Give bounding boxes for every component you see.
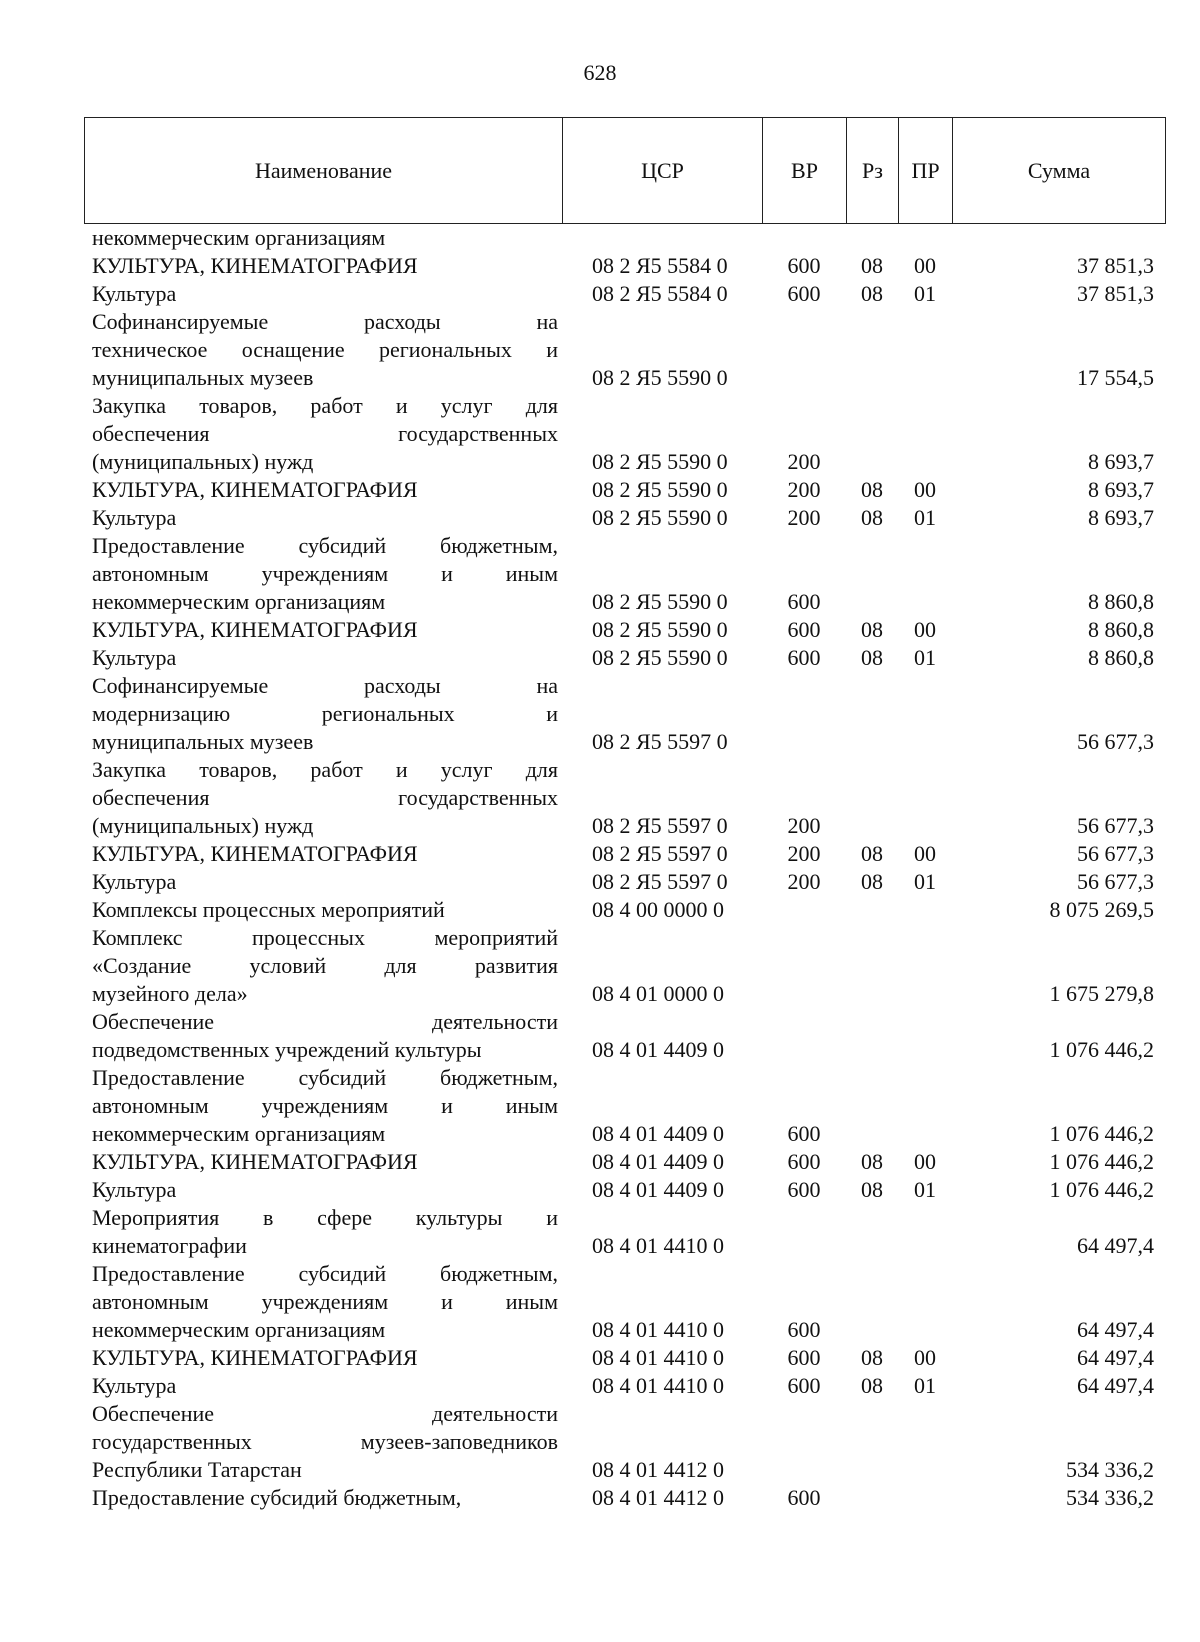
table-row: [84, 504, 1166, 532]
row-sum: 64 497,4: [1077, 1317, 1154, 1342]
row-sum: 1 076 446,2: [1049, 1037, 1154, 1062]
row-csr: 08 2 Я5 5597 0: [592, 729, 728, 754]
row-rz: 08: [861, 1149, 883, 1174]
table-row: [84, 252, 1166, 280]
row-csr: 08 4 01 4409 0: [592, 1121, 724, 1146]
table-row: [84, 1148, 1166, 1176]
row-name-line: Предоставление субсидий бюджетным,: [92, 1065, 558, 1090]
row-pr: 00: [914, 1149, 936, 1174]
row-name-line: КУЛЬТУРА, КИНЕМАТОГРАФИЯ: [92, 617, 418, 642]
row-vr: 600: [787, 1177, 821, 1202]
row-name: [84, 1204, 562, 1260]
row-name-line: государственных музеев-заповедников: [92, 1429, 558, 1454]
row-pr: 00: [914, 841, 936, 866]
row-csr: 08 2 Я5 5597 0: [592, 813, 728, 838]
row-name-line: обеспечения государственных: [92, 785, 558, 810]
row-sum: 56 677,3: [1077, 869, 1154, 894]
row-name: [84, 1148, 562, 1176]
row-rz: 08: [861, 1345, 883, 1370]
row-name: [84, 392, 562, 476]
row-sum: 8 693,7: [1088, 477, 1154, 502]
table-body: [84, 224, 1166, 1512]
row-csr: 08 4 01 4410 0: [592, 1373, 724, 1398]
row-name-line: Мероприятия в сфере культуры и: [92, 1205, 558, 1230]
row-name-line: Предоставление субсидий бюджетным,: [92, 533, 558, 558]
row-name-line: некоммерческим организациям: [92, 1121, 386, 1146]
row-name-line: Комплекс процессных мероприятий: [92, 925, 558, 950]
table-row: [84, 672, 1166, 756]
row-name: [84, 1176, 562, 1204]
row-csr: 08 4 00 0000 0: [592, 897, 724, 922]
row-name: [84, 1484, 562, 1512]
page-number: 628: [583, 60, 617, 85]
row-pr: 00: [914, 253, 936, 278]
table-row: [84, 1484, 1166, 1512]
row-name: [84, 644, 562, 672]
row-name-line: Предоставление субсидий бюджетным,: [92, 1261, 558, 1286]
row-pr: 00: [914, 1345, 936, 1370]
row-name-line: Культура: [92, 869, 177, 894]
row-csr: 08 2 Я5 5590 0: [592, 477, 728, 502]
row-name-line: Культура: [92, 281, 177, 306]
row-name: [84, 1064, 562, 1148]
row-name: [84, 896, 562, 924]
row-csr: 08 2 Я5 5590 0: [592, 449, 728, 474]
row-rz: 08: [861, 1373, 883, 1398]
row-name-line: «Создание условий для развития: [92, 953, 558, 978]
row-csr: 08 2 Я5 5590 0: [592, 589, 728, 614]
row-pr: 00: [914, 477, 936, 502]
table-row: [84, 392, 1166, 476]
row-sum: 1 675 279,8: [1049, 981, 1154, 1006]
row-name: [84, 1344, 562, 1372]
row-name-line: автономным учреждениям и иным: [92, 561, 558, 586]
row-pr: 01: [914, 1177, 936, 1202]
row-csr: 08 4 01 4409 0: [592, 1149, 724, 1174]
row-vr: 600: [787, 1373, 821, 1398]
header-rz: Рз: [847, 118, 899, 223]
row-csr: 08 2 Я5 5597 0: [592, 869, 728, 894]
row-name-line: Обеспечение деятельности: [92, 1401, 558, 1426]
row-vr: 600: [787, 1149, 821, 1174]
row-name-line: Предоставление субсидий бюджетным,: [92, 1485, 462, 1510]
row-name-line: Софинансируемые расходы на: [92, 309, 558, 334]
row-csr: 08 4 01 4409 0: [592, 1037, 724, 1062]
row-sum: 8 075 269,5: [1049, 897, 1154, 922]
row-name-line: КУЛЬТУРА, КИНЕМАТОГРАФИЯ: [92, 1149, 418, 1174]
row-rz: 08: [861, 617, 883, 642]
row-vr: 200: [787, 449, 821, 474]
row-csr: 08 4 01 0000 0: [592, 981, 724, 1006]
row-rz: 08: [861, 869, 883, 894]
table-row: [84, 924, 1166, 1008]
row-name-line: КУЛЬТУРА, КИНЕМАТОГРАФИЯ: [92, 841, 418, 866]
row-sum: 8 860,8: [1088, 589, 1154, 614]
row-sum: 534 336,2: [1066, 1485, 1154, 1510]
header-name: Наименование: [85, 118, 563, 223]
table-row: [84, 644, 1166, 672]
row-name: [84, 280, 562, 308]
table-row: [84, 224, 1166, 252]
row-name: [84, 252, 562, 280]
row-sum: 1 076 446,2: [1049, 1121, 1154, 1146]
row-pr: 00: [914, 617, 936, 642]
row-name: [84, 1260, 562, 1344]
row-csr: 08 2 Я5 5590 0: [592, 645, 728, 670]
row-name-line: некоммерческим организациям: [92, 1317, 386, 1342]
row-name: [84, 532, 562, 616]
table-row: [84, 840, 1166, 868]
row-csr: 08 2 Я5 5597 0: [592, 841, 728, 866]
row-name-line: Комплексы процессных мероприятий: [92, 897, 445, 922]
row-sum: 17 554,5: [1077, 365, 1154, 390]
row-vr: 600: [787, 1317, 821, 1342]
row-name-line: муниципальных музеев: [92, 365, 314, 390]
row-csr: 08 4 01 4410 0: [592, 1317, 724, 1342]
row-name: [84, 672, 562, 756]
row-name-line: Культура: [92, 645, 177, 670]
row-pr: 01: [914, 869, 936, 894]
row-name-line: Культура: [92, 505, 177, 530]
row-csr: 08 4 01 4412 0: [592, 1457, 724, 1482]
row-name: [84, 224, 562, 252]
row-sum: 37 851,3: [1077, 281, 1154, 306]
table-row: [84, 896, 1166, 924]
table-row: [84, 280, 1166, 308]
row-name-line: муниципальных музеев: [92, 729, 314, 754]
table-header: [84, 117, 1166, 224]
table-row: [84, 1008, 1166, 1064]
row-sum: 64 497,4: [1077, 1345, 1154, 1370]
row-name: [84, 840, 562, 868]
row-vr: 600: [787, 617, 821, 642]
row-vr: 600: [787, 281, 821, 306]
row-name-line: автономным учреждениям и иным: [92, 1289, 558, 1314]
table-row: [84, 308, 1166, 392]
row-csr: 08 4 01 4410 0: [592, 1345, 724, 1370]
table-row: [84, 1064, 1166, 1148]
row-sum: 8 860,8: [1088, 617, 1154, 642]
row-rz: 08: [861, 841, 883, 866]
header-sum: Сумма: [1027, 157, 1091, 183]
table-row: [84, 868, 1166, 896]
row-rz: 08: [861, 505, 883, 530]
row-name-line: автономным учреждениям и иным: [92, 1093, 558, 1118]
row-vr: 200: [787, 477, 821, 502]
row-pr: 01: [914, 1373, 936, 1398]
row-sum: 56 677,3: [1077, 841, 1154, 866]
row-name-line: музейного дела»: [92, 981, 248, 1006]
table-row: [84, 1204, 1166, 1260]
row-name: [84, 504, 562, 532]
row-sum: 8 860,8: [1088, 645, 1154, 670]
row-name: [84, 616, 562, 644]
row-sum: 37 851,3: [1077, 253, 1154, 278]
row-pr: 01: [914, 645, 936, 670]
row-name-line: кинематографии: [92, 1233, 247, 1258]
row-csr: 08 2 Я5 5584 0: [592, 253, 728, 278]
table-row: [84, 1260, 1166, 1344]
row-rz: 08: [861, 1177, 883, 1202]
header-pr: ПР: [899, 118, 953, 223]
header-vr: ВР: [763, 118, 847, 223]
row-name: [84, 756, 562, 840]
row-name: [84, 924, 562, 1008]
row-name-line: (муниципальных) нужд: [92, 813, 314, 838]
row-csr: 08 2 Я5 5590 0: [592, 617, 728, 642]
row-rz: 08: [861, 477, 883, 502]
row-name: [84, 1372, 562, 1400]
row-name-line: Обеспечение деятельности: [92, 1009, 558, 1034]
table-row: [84, 1344, 1166, 1372]
row-name-line: Республики Татарстан: [92, 1457, 302, 1482]
row-name-line: подведомственных учреждений культуры: [92, 1037, 482, 1062]
table-row: [84, 616, 1166, 644]
row-vr: 600: [787, 253, 821, 278]
table-row: [84, 476, 1166, 504]
row-name-line: КУЛЬТУРА, КИНЕМАТОГРАФИЯ: [92, 253, 418, 278]
row-rz: 08: [861, 281, 883, 306]
row-csr: 08 4 01 4410 0: [592, 1233, 724, 1258]
row-name-line: некоммерческим организациям: [92, 589, 386, 614]
table-row: [84, 1372, 1166, 1400]
row-name-line: КУЛЬТУРА, КИНЕМАТОГРАФИЯ: [92, 1345, 418, 1370]
row-name-line: Закупка товаров, работ и услуг для: [92, 757, 558, 782]
row-sum: 1 076 446,2: [1049, 1177, 1154, 1202]
row-pr: 01: [914, 505, 936, 530]
row-vr: 200: [787, 505, 821, 530]
row-vr: 600: [787, 1121, 821, 1146]
row-name-line: Закупка товаров, работ и услуг для: [92, 393, 558, 418]
row-rz: 08: [861, 253, 883, 278]
row-vr: 200: [787, 813, 821, 838]
table-row: [84, 532, 1166, 616]
row-csr: 08 2 Я5 5584 0: [592, 281, 728, 306]
row-name: [84, 1400, 562, 1484]
row-name-line: модернизацию региональных и: [92, 701, 558, 726]
row-name-line: некоммерческим организациям: [92, 225, 386, 250]
row-sum: 8 693,7: [1088, 505, 1154, 530]
row-vr: 200: [787, 869, 821, 894]
table-row: [84, 756, 1166, 840]
row-sum: 1 076 446,2: [1049, 1149, 1154, 1174]
row-vr: 600: [787, 645, 821, 670]
row-sum: 8 693,7: [1088, 449, 1154, 474]
row-vr: 600: [787, 1485, 821, 1510]
row-sum: 56 677,3: [1077, 729, 1154, 754]
row-name-line: Культура: [92, 1177, 177, 1202]
row-vr: 600: [787, 589, 821, 614]
row-sum: 64 497,4: [1077, 1233, 1154, 1258]
row-name: [84, 1008, 562, 1064]
table-row: [84, 1400, 1166, 1484]
row-vr: 600: [787, 1345, 821, 1370]
row-csr: 08 4 01 4412 0: [592, 1485, 724, 1510]
header-csr: ЦСР: [563, 118, 763, 223]
row-csr: 08 2 Я5 5590 0: [592, 505, 728, 530]
row-csr: 08 2 Я5 5590 0: [592, 365, 728, 390]
row-name: [84, 308, 562, 392]
row-rz: 08: [861, 645, 883, 670]
row-name-line: техническое оснащение региональных и: [92, 337, 558, 362]
row-name-line: (муниципальных) нужд: [92, 449, 314, 474]
row-pr: 01: [914, 281, 936, 306]
row-csr: 08 4 01 4409 0: [592, 1177, 724, 1202]
row-name: [84, 476, 562, 504]
row-name-line: Культура: [92, 1373, 177, 1398]
row-vr: 200: [787, 841, 821, 866]
row-name-line: КУЛЬТУРА, КИНЕМАТОГРАФИЯ: [92, 477, 418, 502]
row-name-line: обеспечения государственных: [92, 421, 558, 446]
row-sum: 534 336,2: [1066, 1457, 1154, 1482]
row-name: [84, 868, 562, 896]
row-sum: 64 497,4: [1077, 1373, 1154, 1398]
row-sum: 56 677,3: [1077, 813, 1154, 838]
table-row: [84, 1176, 1166, 1204]
row-name-line: Софинансируемые расходы на: [92, 673, 558, 698]
